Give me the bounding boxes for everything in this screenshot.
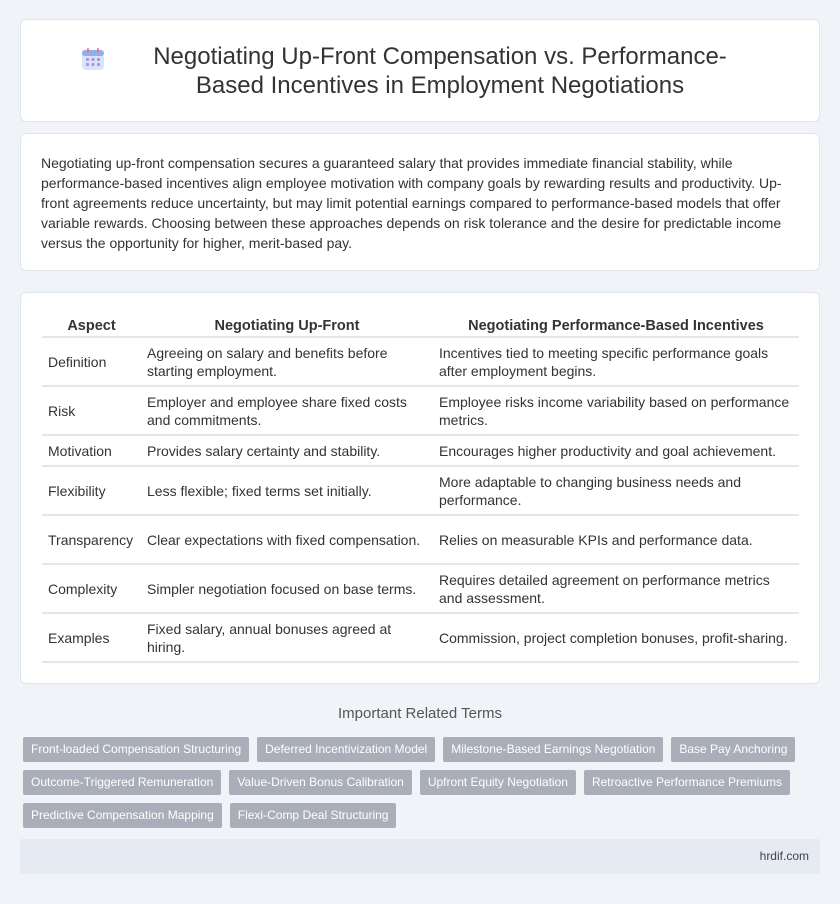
- cell-performance: Commission, project completion bonuses, profit-sharing.: [433, 613, 799, 662]
- cell-aspect: Examples: [42, 613, 141, 662]
- footer: [20, 839, 820, 874]
- header-aspect: Aspect: [42, 315, 141, 337]
- cell-upfront: Employer and employee share fixed costs and commitments.: [141, 386, 433, 435]
- cell-upfront: Clear expectations with fixed compensation.: [141, 515, 433, 564]
- cell-aspect: Transparency: [42, 515, 141, 564]
- related-term-tag[interactable]: Upfront Equity Negotiation: [420, 770, 576, 795]
- related-term-tag[interactable]: Front-loaded Compensation Structuring: [23, 737, 249, 762]
- cell-upfront: Simpler negotiation focused on base terms.: [141, 564, 433, 613]
- cell-aspect: Motivation: [42, 435, 141, 466]
- cell-aspect: Definition: [42, 337, 141, 386]
- intro-card: [20, 133, 820, 271]
- cell-performance: Relies on measurable KPIs and performance data.: [433, 515, 799, 564]
- table-row: [42, 386, 799, 435]
- related-term-tag[interactable]: Milestone-Based Earnings Negotiation: [443, 737, 663, 762]
- cell-aspect: Complexity: [42, 564, 141, 613]
- table-header-row: [42, 315, 799, 337]
- related-terms-list: [23, 737, 813, 828]
- related-term-tag[interactable]: Predictive Compensation Mapping: [23, 803, 222, 828]
- cell-performance: More adaptable to changing business needs and performance.: [433, 466, 799, 515]
- cell-upfront: Provides salary certainty and stability.: [141, 435, 433, 466]
- related-term-tag[interactable]: Value-Driven Bonus Calibration: [229, 770, 412, 795]
- related-terms-heading: Important Related Terms: [338, 705, 502, 722]
- cell-upfront: Less flexible; fixed terms set initially.: [141, 466, 433, 515]
- related-term-tag[interactable]: Retroactive Performance Premiums: [584, 770, 790, 795]
- intro-paragraph: Negotiating up-front compensation secures a guaranteed salary that provides immediate financial stability, while performance-based incentives align employee motivation with company goals by rewarding results and productivity. Up-front agreements reduce uncertainty, but may limit potential earnings compared to performance-based models that offer variable rewards. Choosing between these approaches depends on risk tolerance and the desire for predictable income versus the opportunity for higher, merit-based pay.: [41, 155, 782, 251]
- header-performance: Negotiating Performance-Based Incentives: [433, 315, 799, 337]
- table-row: [42, 435, 799, 466]
- table-row: [42, 466, 799, 515]
- cell-performance: Encourages higher productivity and goal achievement.: [433, 435, 799, 466]
- cell-aspect: Risk: [42, 386, 141, 435]
- related-term-tag[interactable]: Deferred Incentivization Model: [257, 737, 435, 762]
- table-row: [42, 515, 799, 564]
- header-upfront: Negotiating Up-Front: [141, 315, 433, 337]
- title-card: [20, 19, 820, 122]
- page-title: Negotiating Up-Front Compensation vs. Performance-Based Incentives in Employment Negotiations: [153, 42, 727, 99]
- related-term-tag[interactable]: Base Pay Anchoring: [671, 737, 795, 762]
- footer-site-link[interactable]: hrdif.com: [759, 849, 809, 863]
- comparison-table-card: [20, 292, 820, 684]
- table-row: [42, 613, 799, 662]
- cell-upfront: Fixed salary, annual bonuses agreed at hiring.: [141, 613, 433, 662]
- related-term-tag[interactable]: Outcome-Triggered Remuneration: [23, 770, 221, 795]
- cell-performance: Incentives tied to meeting specific performance goals after employment begins.: [433, 337, 799, 386]
- related-term-tag[interactable]: Flexi-Comp Deal Structuring: [230, 803, 397, 828]
- table-row: [42, 337, 799, 386]
- cell-aspect: Flexibility: [42, 466, 141, 515]
- cell-upfront: Agreeing on salary and benefits before starting employment.: [141, 337, 433, 386]
- comparison-table: [42, 315, 799, 663]
- cell-performance: Employee risks income variability based on performance metrics.: [433, 386, 799, 435]
- cell-performance: Requires detailed agreement on performance metrics and assessment.: [433, 564, 799, 613]
- table-row: [42, 564, 799, 613]
